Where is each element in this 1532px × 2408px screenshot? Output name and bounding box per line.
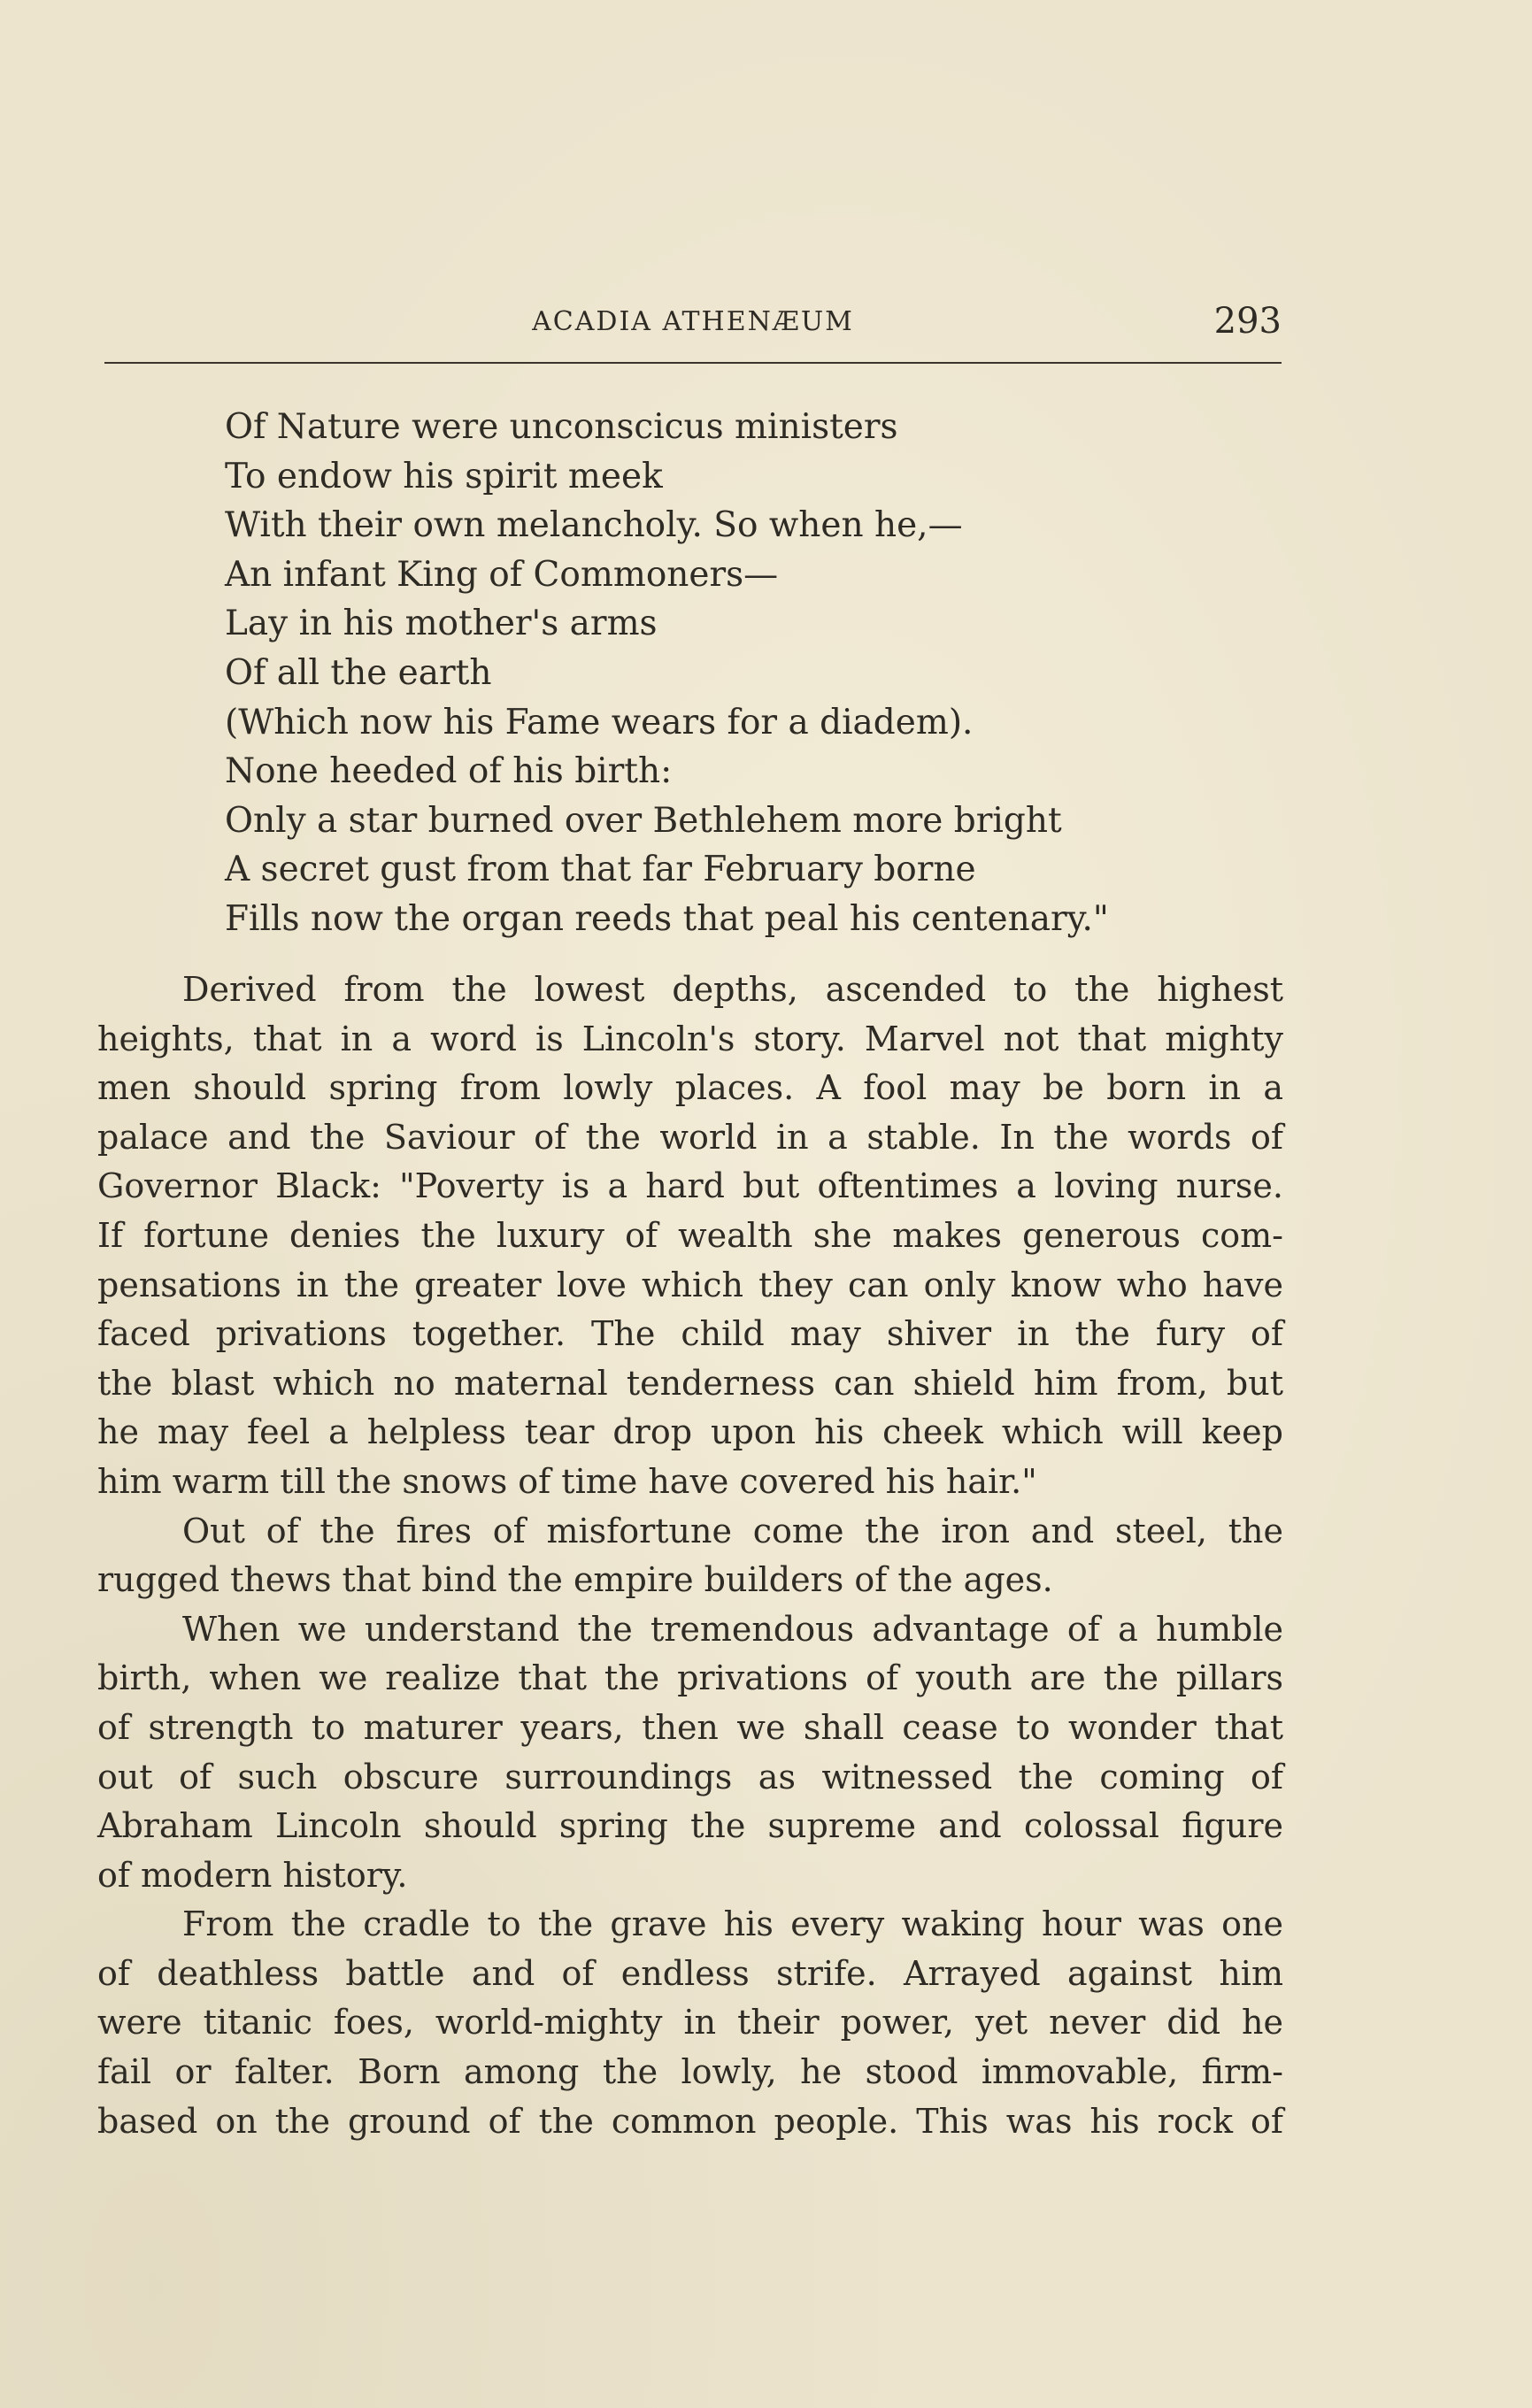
prose-block [97, 966, 1283, 2146]
poem-line: Of Nature were unconscicus ministers [225, 407, 898, 447]
poem-line: (Which now his Fame wears for a diadem). [225, 702, 974, 742]
text-line: were titanic foes, world-mighty in their power, yet never did he [97, 2003, 1283, 2043]
paragraph [97, 1507, 1283, 1605]
text-line: of modern history. [97, 1855, 408, 1895]
paragraph [97, 1900, 1283, 2146]
text-line: of deathless battle and of endless strife. Arrayed against him [97, 1953, 1283, 1993]
text-line: Out of the fires of misfortune come the iron and steel, the [182, 1511, 1283, 1550]
text-line: When we understand the tremendous advantage of a humble [182, 1609, 1283, 1649]
page-header [104, 301, 1282, 354]
text-line: the blast which no maternal tenderness can shield him from, but [97, 1363, 1283, 1403]
poem-line: An infant King of Commoners— [225, 554, 779, 595]
text-line: Derived from the lowest depths, ascended to the highest [182, 970, 1283, 1009]
running-head: ACADIA ATHENÆUM [532, 306, 854, 337]
paragraph [97, 966, 1283, 1507]
text-line: him warm till the snows of time have covered his hair." [97, 1461, 1037, 1501]
text-line: faced privations together. The child may shiver in the fury of [97, 1314, 1283, 1354]
poem-line: To endow his spirit meek [225, 456, 663, 496]
poem-line: None heeded of his birth: [225, 751, 673, 792]
text-line: rugged thews that bind the empire builders of the ages. [97, 1560, 1053, 1600]
text-line: pensations in the greater love which they can only know who have [97, 1265, 1283, 1304]
text-line: men should spring from lowly places. A fool may be born in a [97, 1068, 1283, 1108]
text-line: he may feel a helpless tear drop upon his cheek which will keep [97, 1412, 1283, 1452]
poem-line: A secret gust from that far February borne [225, 850, 976, 890]
text-line: based on the ground of the common people. This was his rock of [97, 2101, 1283, 2141]
text-line: birth, when we realize that the privations of youth are the pillars [97, 1658, 1283, 1698]
text-line: heights, that in a word is Lincoln's story. Marvel not that mighty [97, 1019, 1283, 1058]
text-line: out of such obscure surroundings as witnessed the coming of [97, 1757, 1283, 1796]
header-rule [104, 362, 1282, 364]
text-line: Governor Black: "Poverty is a hard but oftentimes a loving nurse. [97, 1166, 1283, 1206]
poem-line: Fills now the organ reeds that peal his centenary." [225, 898, 1109, 939]
paragraph [97, 1605, 1283, 1901]
poem-line: Of all the earth [225, 652, 492, 693]
text-line: Abraham Lincoln should spring the supreme and colossal figure [97, 1806, 1283, 1846]
poem-line: Lay in his mother's arms [225, 604, 658, 644]
poem-line: Only a star burned over Bethlehem more bright [225, 800, 1062, 841]
text-line: of strength to maturer years, then we shall cease to wonder that [97, 1707, 1283, 1747]
text-line: palace and the Saviour of the world in a stable. In the words of [97, 1117, 1283, 1157]
poem-block [225, 403, 1243, 944]
text-line: fail or falter. Born among the lowly, he stood immovable, firm- [97, 2052, 1283, 2092]
poem-line: With their own melancholy. So when he,— [225, 505, 963, 546]
text-line: If fortune denies the luxury of wealth she makes generous com- [97, 1215, 1283, 1255]
page-number: 293 [1213, 301, 1282, 342]
text-line: From the cradle to the grave his every waking hour was one [182, 1904, 1283, 1944]
